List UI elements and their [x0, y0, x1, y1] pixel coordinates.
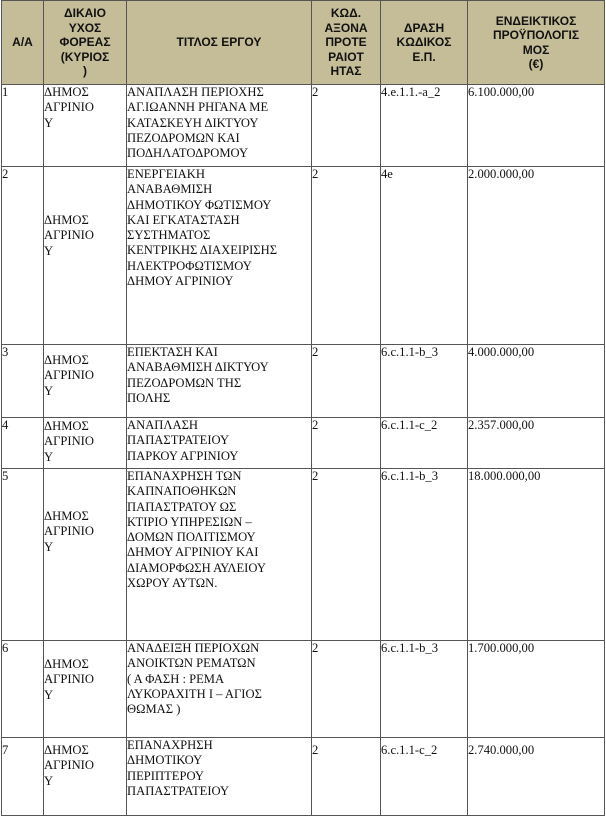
table-row [2, 738, 605, 816]
cell-action: 4.e.1.1.-a_2 [381, 85, 468, 167]
cell-budget: 2.357.000,00 [468, 418, 605, 469]
cell-aa: 6 [2, 641, 44, 738]
cell-body: ΔΗΜΟΣ ΑΓΡΙΝΙΟ Υ [44, 345, 127, 418]
cell-axis: 2 [312, 738, 381, 816]
header-aa: Α/Α [2, 1, 44, 85]
cell-axis: 2 [312, 85, 381, 167]
cell-title: ΑΝΑΠΛΑΣΗ ΠΑΠΑΣΤΡΑΤΕΙΟΥ ΠΑΡΚΟΥ ΑΓΡΙΝΙΟΥ [127, 418, 312, 469]
cell-body: ΔΗΜΟΣ ΑΓΡΙΝΙΟ Υ [44, 738, 127, 816]
cell-action: 6.c.1.1-b_3 [381, 641, 468, 738]
cell-action: 6.c.1.1-b_3 [381, 469, 468, 641]
cell-body: ΔΗΜΟΣ ΑΓΡΙΝΙΟ Υ [44, 167, 127, 345]
cell-aa: 2 [2, 167, 44, 345]
cell-budget: 1.700.000,00 [468, 641, 605, 738]
cell-axis: 2 [312, 641, 381, 738]
cell-aa: 1 [2, 85, 44, 167]
projects-table [1, 0, 605, 816]
cell-title: ΕΠΕΚΤΑΣΗ ΚΑΙ ΑΝΑΒΑΘΜΙΣΗ ΔΙΚΤΥΟΥ ΠΕΖΟΔΡΟΜΩΝ ΤΗΣ ΠΟΛΗΣ [127, 345, 312, 418]
cell-budget: 18.000.000,00 [468, 469, 605, 641]
cell-axis: 2 [312, 167, 381, 345]
cell-action: 4e [381, 167, 468, 345]
table-row [2, 345, 605, 418]
table-row [2, 167, 605, 345]
cell-axis: 2 [312, 418, 381, 469]
header-body: ΔΙΚΑΙΟ ΥΧΟΣ ΦΟΡΕΑΣ (ΚΥΡΙΟΣ ) [44, 1, 127, 85]
cell-axis: 2 [312, 469, 381, 641]
cell-budget: 2.000.000,00 [468, 167, 605, 345]
cell-title: ΕΠΑΝΑΧΡΗΣΗ ΤΩΝ ΚΑΠΝΑΠΟΘΗΚΩΝ ΠΑΠΑΣΤΡΑΤΟΥ ΩΣ ΚΤΙΡΙΟ ΥΠΗΡΕΣΙΩΝ – ΔΟΜΩΝ ΠΟΛΙΤΙΣΜΟΥ ΔΗΜΟΥ ΑΓΡΙΝΙΟΥ ΚΑΙ ΔΙΑΜΟΡΦΩΣΗ ΑΥΛΕΙΟΥ ΧΩΡΟΥ ΑΥΤΩΝ. [127, 469, 312, 641]
header-action: ΔΡΑΣΗ ΚΩΔΙΚΟΣ Ε.Π. [381, 1, 468, 85]
table-row [2, 418, 605, 469]
cell-budget: 2.740.000,00 [468, 738, 605, 816]
cell-budget: 6.100.000,00 [468, 85, 605, 167]
cell-aa: 3 [2, 345, 44, 418]
cell-aa: 5 [2, 469, 44, 641]
cell-aa: 4 [2, 418, 44, 469]
cell-action: 6.c.1.1-c_2 [381, 738, 468, 816]
cell-title: ΕΠΑΝΑΧΡΗΣΗ ΔΗΜΟΤΙΚΟΥ ΠΕΡΙΠΤΕΡΟΥ ΠΑΠΑΣΤΡΑΤΕΙΟΥ [127, 738, 312, 816]
cell-aa: 7 [2, 738, 44, 816]
header-budget: ΕΝΔΕΙΚΤΙΚΟΣ ΠΡΟΫΠΟΛΟΓΙΣ ΜΟΣ (€) [468, 1, 605, 85]
table-row [2, 469, 605, 641]
cell-title: ΕΝΕΡΓΕΙΑΚΗ ΑΝΑΒΑΘΜΙΣΗ ΔΗΜΟΤΙΚΟΥ ΦΩΤΙΣΜΟΥ ΚΑΙ ΕΓΚΑΤΑΣΤΑΣΗ ΣΥΣΤΗΜΑΤΟΣ ΚΕΝΤΡΙΚΗΣ ΔΙΑΧΕΙΡΙΣΗΣ ΗΛΕΚΤΡΟΦΩΤΙΣΜΟΥ ΔΗΜΟΥ ΑΓΡΙΝΙΟΥ [127, 167, 312, 345]
header-row [2, 1, 605, 85]
cell-body: ΔΗΜΟΣ ΑΓΡΙΝΙΟ Υ [44, 85, 127, 167]
table-row [2, 641, 605, 738]
cell-action: 6.c.1.1-c_2 [381, 418, 468, 469]
cell-body: ΔΗΜΟΣ ΑΓΡΙΝΙΟ Υ [44, 418, 127, 469]
cell-body: ΔΗΜΟΣ ΑΓΡΙΝΙΟ Υ [44, 641, 127, 738]
cell-budget: 4.000.000,00 [468, 345, 605, 418]
cell-title: ΑΝΑΠΛΑΣΗ ΠΕΡΙΟΧΗΣ ΑΓ.ΙΩΑΝΝΗ ΡΗΓΑΝΑ ΜΕ ΚΑΤΑΣΚΕΥΗ ΔΙΚΤΥΟΥ ΠΕΖΟΔΡΟΜΩΝ ΚΑΙ ΠΟΔΗΛΑΤΟΔΡΟΜΟΥ [127, 85, 312, 167]
header-title: ΤΙΤΛΟΣ ΕΡΓΟΥ [127, 1, 312, 85]
cell-axis: 2 [312, 345, 381, 418]
cell-action: 6.c.1.1-b_3 [381, 345, 468, 418]
cell-title: ΑΝΑΔΕΙΞΗ ΠΕΡΙΟΧΩΝ ΑΝΟΙΚΤΩΝ ΡΕΜΑΤΩΝ ( Α ΦΑΣΗ : ΡΕΜΑ ΛΥΚΟΡΑΧΙΤΗ Ι – ΑΓΙΟΣ ΘΩΜΑΣ ) [127, 641, 312, 738]
table-row [2, 85, 605, 167]
header-axis: ΚΩΔ. ΑΞΟΝΑ ΠΡΟΤΕ ΡΑΙΟΤ ΗΤΑΣ [312, 1, 381, 85]
cell-body: ΔΗΜΟΣ ΑΓΡΙΝΙΟ Υ [44, 469, 127, 641]
